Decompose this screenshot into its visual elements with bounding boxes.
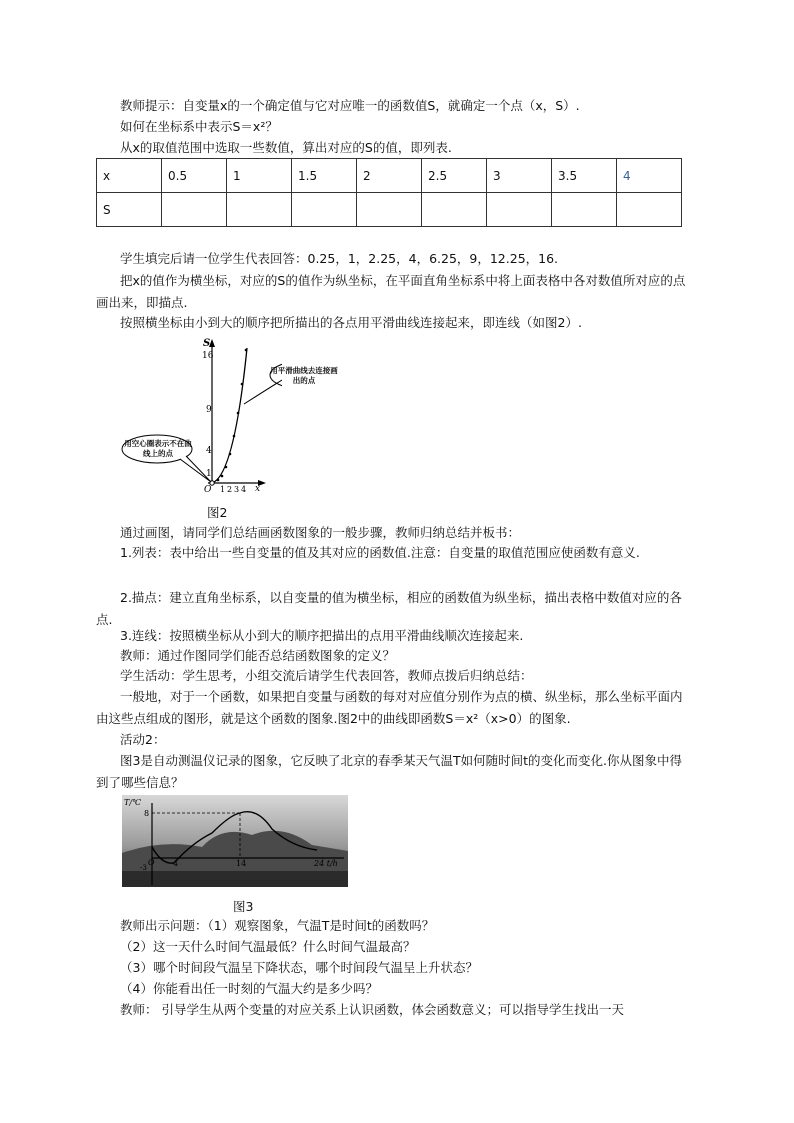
curve-point (229, 453, 232, 456)
table-cell (487, 193, 552, 227)
photo-foreground (122, 871, 348, 887)
teacher-hint: 教师提示：自变量x的一个确定值与它对应唯一的函数值S，就确定一个点（x，S）. (120, 98, 580, 113)
question-1: 教师出示问题：（1）观察图象，气温T是时间t的函数吗？ (120, 918, 435, 933)
curve-point (225, 466, 228, 469)
step-2: 2.描点：建立直角坐标系，以自变量的值为横坐标，相应的函数值为纵坐标，描出表格中数值对应的各点. (96, 590, 682, 627)
table-cell: 2.5 (422, 159, 487, 193)
value-table (96, 158, 682, 227)
question-2: （2）这一天什么时间气温最低？什么时间气温最高？ (120, 939, 416, 954)
teacher-guidance: 教师： 引导学生从两个变量的对应关系上认识函数，体会函数意义；可以指导学生找出一天 (120, 1002, 624, 1017)
table-cell (552, 193, 617, 227)
negative-tick-label: -3 (140, 864, 147, 872)
curve-point (237, 412, 240, 415)
curve-point (241, 383, 244, 386)
plot-points-text: 把x的值作为横坐标，对应的S的值作为纵坐标，在平面直角坐标系中将上面表格中各对数值所对应的点画出来，即描点. (96, 273, 686, 310)
table-cell: 1.5 (292, 159, 357, 193)
t-axis-label: T/℃ (124, 798, 141, 807)
table-cell: x (97, 159, 162, 193)
time-tick-label: 14 (236, 859, 247, 868)
x-axis-label: x (255, 484, 261, 494)
curve-point (217, 479, 220, 482)
y-tick-label: 16 (202, 351, 214, 361)
y-tick-label: 1 (206, 469, 212, 479)
y-tick-label: 9 (206, 405, 212, 415)
callout-text-top: 用平滑曲线去连接画出的点 (270, 366, 338, 385)
table-cell (292, 193, 357, 227)
x-tick-label: 3 (234, 485, 240, 494)
student-answer: 学生填完后请一位学生代表回答：0.25，1，2.25，4，6.25，9，12.25，16. (120, 251, 559, 266)
question-4: （4）你能看出任一时刻的气温大约是多少吗？ (120, 981, 378, 996)
table-row-x (97, 159, 682, 193)
x-tick-label: 4 (241, 485, 247, 494)
curve-point (233, 435, 236, 438)
table-cell: 2 (357, 159, 422, 193)
teacher-question: 教师：通过作图同学们能否总结函数图象的定义？ (120, 648, 396, 663)
figure-3-temperature-graph (122, 795, 348, 887)
figure-2-caption: 图2 (207, 505, 228, 520)
parabola-curve (212, 348, 247, 483)
step-1: 1.列表：表中给出一些自变量的值及其对应的函数值.注意：自变量的取值范围应使函数有意义. (120, 545, 640, 560)
figure-3-intro: 图3是自动测温仪记录的图象，它反映了北京的春季某天气温T如何随时间t的变化而变化.你从图象中得到了哪些信息？ (96, 753, 682, 790)
table-cell: S (97, 193, 162, 227)
table-cell (227, 193, 292, 227)
table-cell: 3 (487, 159, 552, 193)
definition-text: 一般地，对于一个函数，如果把自变量与函数的每对对应值分别作为点的横、纵坐标，那么坐标平面内由这些点组成的图形，就是这个函数的图象.图2中的曲线即函数S＝x²（x>0）的图象. (96, 689, 683, 726)
t-tick-label: 8 (144, 809, 150, 818)
student-activity: 学生活动：学生思考，小组交流后请学生代表回答，教师点拨后归纳总结： (120, 668, 533, 683)
figure-3-caption: 图3 (233, 899, 254, 914)
table-cell (357, 193, 422, 227)
table-cell: 0.5 (162, 159, 227, 193)
x-tick-label: 2 (227, 485, 233, 494)
how-to-represent: 如何在坐标系中表示S＝x²？ (120, 119, 278, 134)
x-tick-label: 1 (220, 485, 226, 494)
pick-values: 从x的取值范围中选取一些数值，算出对应的S的值，即列表. (120, 140, 452, 155)
table-cell (617, 193, 682, 227)
connect-text: 按照横坐标由小到大的顺序把所描出的各点用平滑曲线连接起来，即连线（如图2）. (120, 315, 582, 330)
table-cell: 1 (227, 159, 292, 193)
origin-label: O (148, 858, 155, 867)
table-row-s (97, 193, 682, 227)
origin-label: O (204, 485, 212, 495)
table-cell: 4 (617, 159, 682, 193)
curve-point (221, 475, 224, 478)
table-cell: 3.5 (552, 159, 617, 193)
table-cell (422, 193, 487, 227)
callout-text-left: 用空心圈表示不在曲线上的点 (124, 439, 192, 458)
time-axis-label: 24 t/h (314, 859, 338, 868)
question-3: （3）哪个时间段气温呈下降状态，哪个时间段气温呈上升状态？ (120, 960, 478, 975)
time-tick-label: 4 (173, 859, 179, 868)
table-cell (162, 193, 227, 227)
y-tick-label: 4 (206, 446, 212, 456)
summary-intro: 通过画图，请同学们总结画函数图象的一般步骤，教师归纳总结并板书： (120, 525, 521, 540)
activity-2-heading: 活动2： (120, 732, 166, 747)
figure-2-graph (112, 336, 282, 496)
step-3: 3.连线：按照横坐标从小到大的顺序把描出的点用平滑曲线顺次连接起来. (120, 628, 524, 643)
curve-point (245, 349, 248, 352)
y-axis-label: S (203, 338, 211, 349)
